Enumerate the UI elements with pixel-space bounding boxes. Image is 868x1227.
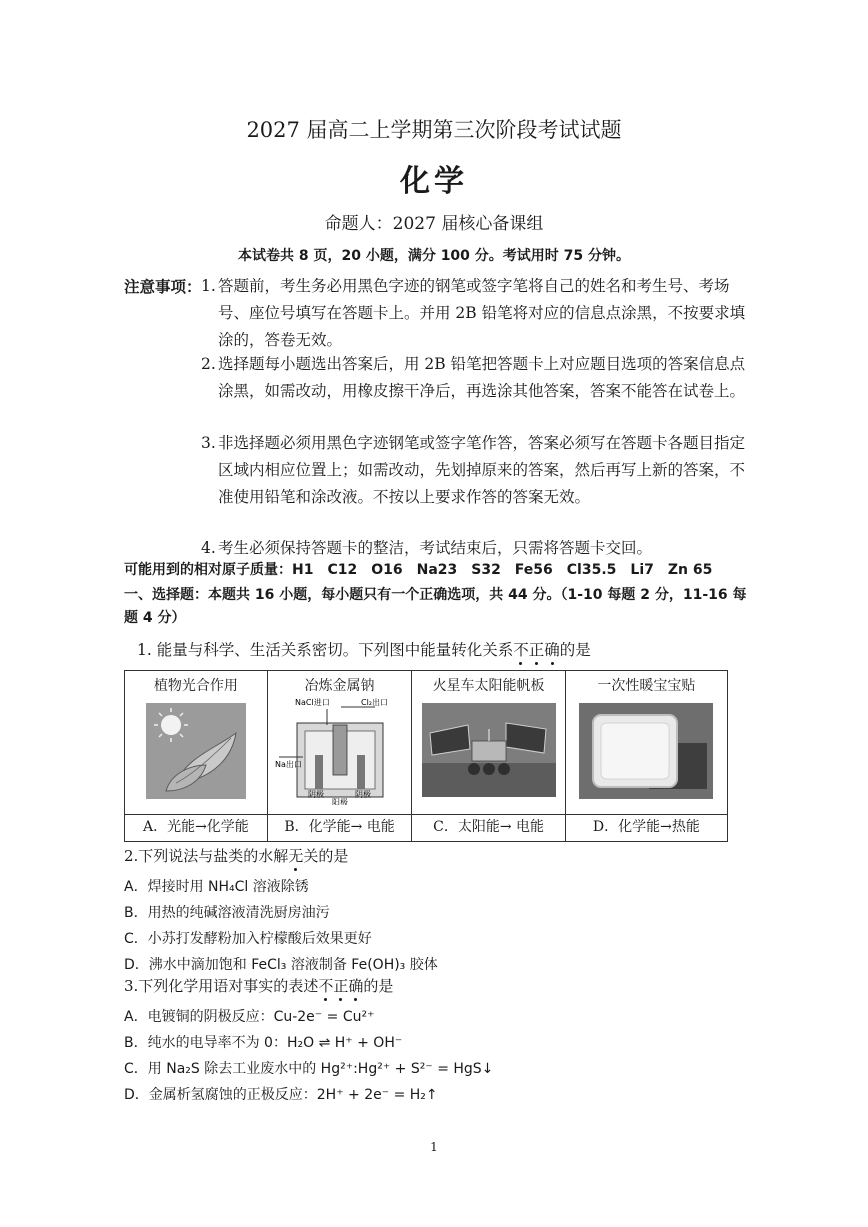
q3-option-a: A．电镀铜的阴极反应：Cu-2e⁻ = Cu²⁺ [124,1009,375,1025]
atomic-masses: 可能用到的相对原子质量：H1 C12 O16 Na23 S32 Fe56 Cl35.5 Li7 Zn 65 [124,562,713,578]
q2-option-b: B．用热的纯碱溶液清洗厨房油污 [124,905,330,921]
note-4 [201,535,748,562]
option-c-caption: C．太阳能→ 电能 [412,815,565,842]
note-3 [201,430,748,511]
svg-text:阴极: 阴极 [354,790,371,799]
q3-option-b: B．纯水的电导率不为 0：H₂O ⇌ H⁺ + OH⁻ [124,1035,403,1051]
cell-photosynthesis: 植物光合作用 [125,671,268,815]
note-text: 选择题每小题选出答案后，用 2B 铅笔把答题卡上对应题目选项的答案信息点涂黑，如需改动，用橡皮擦干净后，再选涂其他答案，答案不能答在试卷上。 [218,355,746,400]
note-number: 3. [201,434,216,452]
q2-option-c: C．小苏打发酵粉加入柠檬酸后效果更好 [124,931,372,947]
notes-label: 注意事项： [124,277,202,296]
option-d-caption: D．化学能→热能 [565,815,727,842]
exam-title: 2027 届高二上学期第三次阶段考试试题 [246,118,622,142]
note-number: 2. [201,355,216,373]
q3-option-d: D．金属析氢腐蚀的正极反应：2H⁺ + 2e⁻ = H₂↑ [124,1087,438,1103]
section-heading: 一、选择题：本题共 16 小题，每小题只有一个正确选项，共 44 分。（1-10 每题 2 分，11-16 每题 4 分） [124,587,747,626]
subject-title: 化学 [400,164,468,199]
photosynthesis-image [146,703,246,799]
author-line: 命题人：2027 届核心备课组 [324,214,544,234]
hand-warmer-image [579,703,713,799]
exam-info: 本试卷共 8 页，20 小题，满分 100 分。考试用时 75 分钟。 [237,248,631,264]
svg-text:NaCl进口: NaCl进口 [294,698,330,707]
cell-mars-rover: 火星车太阳能帆板 [412,671,565,815]
svg-text:Cl₂出口: Cl₂出口 [360,698,388,707]
question-1-figure-table [124,670,728,842]
note-text: 答题前，考生务必用黑色字迹的钢笔或签字笔将自己的姓名和考生号、考场号、座位号填写在答题卡上。并用 2B 铅笔将对应的信息点涂黑，不按要求填涂的，答卷无效。 [218,277,746,349]
electrolysis-diagram [275,695,405,805]
note-number: 4. [201,539,216,557]
svg-text:阴极: 阴极 [307,790,324,799]
svg-text:Na出口: Na出口 [274,760,302,769]
option-a-caption: A．光能→化学能 [125,815,268,842]
q3-option-c: C．用 Na₂S 除去工业废水中的 Hg²⁺:Hg²⁺ + S²⁻ = HgS↓ [124,1061,494,1077]
note-text: 非选择题必须用黑色字迹钢笔或签字笔作答，答案必须写在答题卡各题目指定区域内相应位置上；如需改动，先划掉原来的答案，然后再写上新的答案，不准使用铅笔和涂改液。不按以上要求作答的答案无效。 [218,434,746,506]
svg-text:阳极: 阳极 [331,798,348,805]
q2-option-d: D．沸水中滴加饱和 FeCl₃ 溶液制备 Fe(OH)₃ 胶体 [124,957,438,973]
note-2 [201,351,748,405]
note-number: 1. [201,277,216,295]
question-3-stem: 3.下列化学用语对事实的表述不正确的是 [124,977,394,995]
option-b-caption: B．化学能→ 电能 [267,815,412,842]
question-2-stem: 2.下列说法与盐类的水解无关的是 [124,847,349,865]
mars-rover-image [422,703,556,797]
note-1 [201,273,748,354]
q2-option-a: A．焊接时用 NH₄Cl 溶液除锈 [124,879,309,895]
question-1-stem: 1. 能量与科学、生活关系密切。下列图中能量转化关系不正确的是 [137,638,591,660]
cell-hand-warmer: 一次性暖宝宝贴 [565,671,727,815]
note-text: 考生必须保持答题卡的整洁，考试结束后，只需将答题卡交回。 [218,539,653,557]
page-number: 1 [430,1140,438,1154]
cell-sodium-smelting: 冶炼金属钠 NaCl进口 Cl₂出口 Na出口 阴极 阴极 阳极 [267,671,412,815]
